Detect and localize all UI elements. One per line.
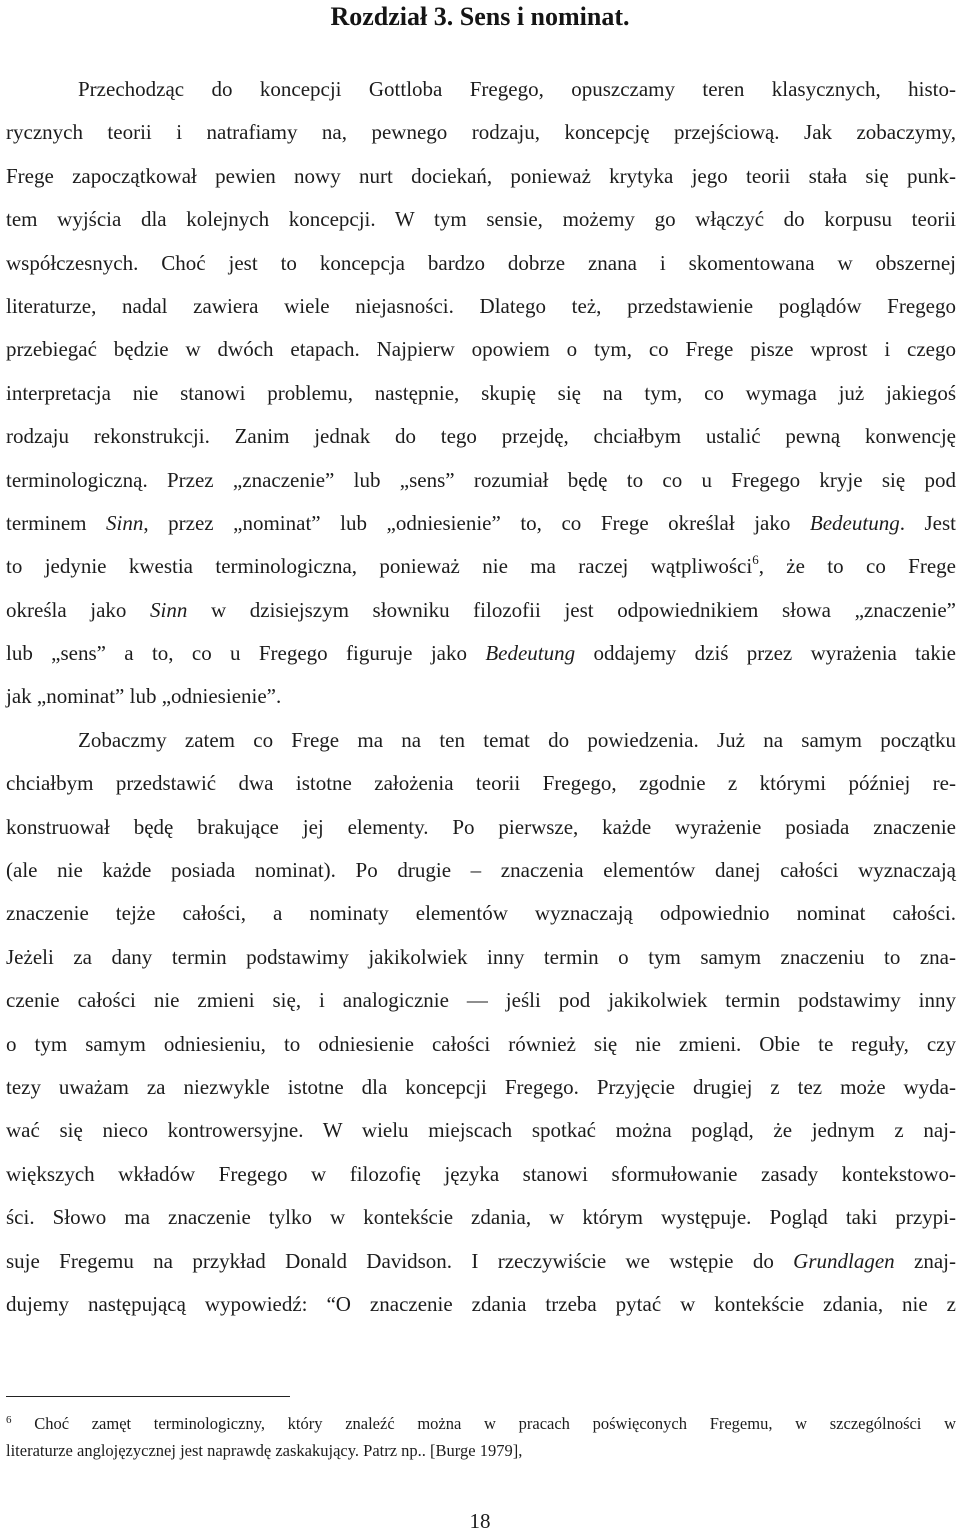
text-line: literaturze, nadal zawiera wiele niejasności. Dlatego też, przedstawienie poglądów Fregego [6,293,956,318]
text-run: suje Fregemu na przykład Donald Davidson. I rzeczywiście we wstępie do [6,1248,794,1273]
footnote-line: literaturze anglojęzycznej jest naprawdę zaskakujący. Patrz np.. [Burge 1979], [6,1441,523,1460]
text-line: znaczenie tejże całości, a nominaty elementów wyznaczają odpowiednio nominat całości. [6,901,956,926]
text-run: lub „sens” a to, co u Fregego figuruje jako [6,641,486,666]
text-line: tezy uważam za niezwykle istotne dla koncepcji Fregego. Przyjęcie drugiej z tez może wyda- [6,1074,956,1099]
text-line: (ale nie każde posiada nominat). Po drugie – znaczenia elementów danej całości wyznaczają [6,858,956,883]
text-run: . Jest [899,510,956,535]
footnote-text: Choć zamęt terminologiczny, który znaleźć można w pracach poświęconych Fregemu, w szczególności w [34,1414,956,1433]
text-line: Frege zapoczątkował pewien nowy nurt dociekań, ponieważ krytyka jego teorii stała się punk- [6,163,956,188]
text-line: rodzaju rekonstrukcji. Zanim jednak do tego przejdę, chciałbym ustalić pewną konwencję [6,424,956,449]
text-line: wać się nieco kontrowersyjne. W wielu miejscach spotkać można pogląd, że jednym z naj- [6,1118,956,1143]
text-line [6,545,956,588]
footnote-number: 6 [6,1414,12,1426]
text-line: dujemy następującą wypowiedź: “O znaczenie zdania trzeba pytać w kontekście zdania, nie z [6,1291,956,1316]
term-grundlagen: Grundlagen [793,1248,895,1273]
text-line: terminologiczną. Przez „znaczenie” lub „sens” rozumiał będę to co u Fregego kryje się pod [6,467,956,492]
text-line: konstruował będę brakujące jej elementy. Po pierwsze, każde wyrażenie posiada znaczenie [6,814,956,839]
footnote-separator [6,1396,290,1397]
text-line [6,502,956,545]
term-sinn: Sinn [150,597,188,622]
paragraph-1 [6,68,956,719]
text-line [6,1240,956,1283]
text-line: tem wyjścia dla kolejnych koncepcji. W tym sensie, możemy go włączyć do korpusu teorii [6,207,956,232]
text-run: , że to co Frege [758,554,956,579]
text-line: Zobaczmy zatem co Frege ma na ten temat do powiedzenia. Już na samym początku [78,727,956,752]
term-bedeutung: Bedeutung [809,510,900,535]
text-line: jak „nominat” lub „odniesienie”. [6,684,282,709]
text-line [6,632,956,675]
text-run: oddajemy dziś przez wyrażenia takie [575,641,956,666]
text-line: współczesnych. Choć jest to koncepcja bardzo dobrze znana i skomentowana w obszernej [6,250,956,275]
chapter-title: Rozdział 3. Sens i nominat. [330,2,630,31]
text-run: znaj- [894,1248,956,1273]
text-line: czenie całości nie zmieni się, i analogicznie — jeśli pod jakikolwiek termin podstawimy inny [6,988,956,1013]
footnote [6,1410,956,1464]
footnote-line [6,1410,956,1437]
text-line: interpretacja nie stanowi problemu, następnie, skupię się na tym, co wymaga już jakiegoś [6,380,956,405]
text-line: rycznych teorii i natrafiamy na, pewnego rodzaju, koncepcję przejściową. Jak zobaczymy, [6,120,956,145]
text-run: w dzisiejszym słowniku filozofii jest odpowiednikiem słowa „znaczenie” [187,597,957,622]
text-run: określa jako [6,597,151,622]
text-line: o tym samym odniesieniu, to odniesienie całości również się nie zmieni. Obie te reguły, czy [6,1031,956,1056]
page-number: 18 [469,1509,491,1533]
footnote-reference[interactable]: 6 [752,552,759,568]
text-line: Jeżeli za dany termin podstawimy jakikolwiek inny termin o tym samym znaczeniu to zna- [6,944,956,969]
text-line: ści. Słowo ma znaczenie tylko w kontekście zdania, w którym występuje. Pogląd taki przypi- [6,1205,956,1230]
text-line: chciałbym przedstawić dwa istotne założenia teorii Fregego, zgodnie z którymi później re- [6,771,956,796]
term-bedeutung: Bedeutung [485,641,576,666]
text-run: , przez „nominat” lub „odniesienie” to, co Frege określał jako [143,510,810,535]
text-line: Przechodząc do koncepcji Gottloba Fregego, opuszczamy teren klasycznych, histo- [78,77,956,101]
text-run: to jedynie kwestia terminologiczna, ponieważ nie ma raczej wątpliwości [6,554,753,579]
text-line [6,589,956,632]
text-line: przebiegać będzie w dwóch etapach. Najpierw opowiem o tym, co Frege pisze wprost i czego [6,337,956,362]
text-line: większych wkładów Fregego w filozofię języka stanowi sformułowanie zasady kontekstowo- [6,1161,956,1186]
text-run: terminem [6,510,107,535]
body-text [6,68,956,1326]
term-sinn: Sinn [106,510,144,535]
paragraph-2 [6,719,956,1326]
